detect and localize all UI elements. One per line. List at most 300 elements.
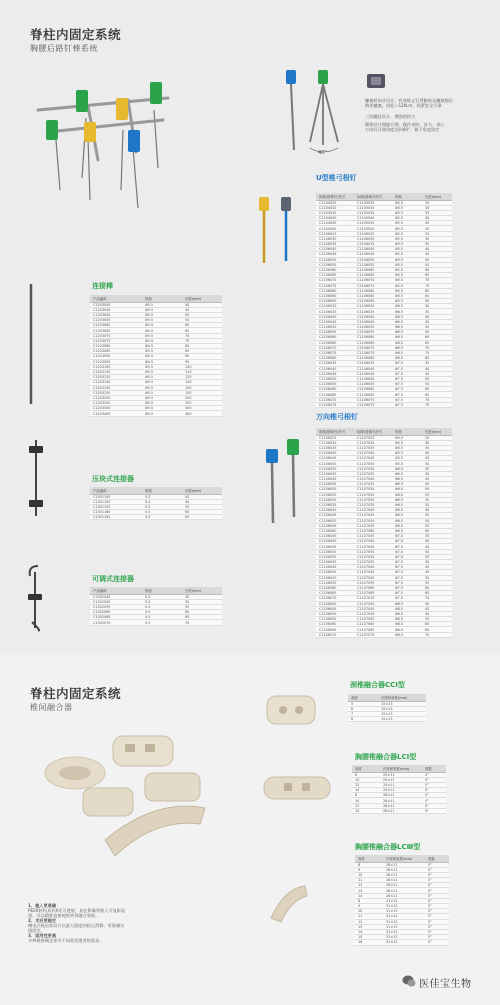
table-cell: 5.5 <box>142 620 182 625</box>
table-cell: 50 <box>182 599 222 604</box>
table-row <box>355 940 449 945</box>
table-cell: C1106090 <box>354 299 392 304</box>
table-cell: Φ7.5 <box>392 382 422 387</box>
lc1-cage-table <box>352 765 446 814</box>
cage-features <box>28 903 128 943</box>
table-cell: Φ6.5 <box>392 350 422 355</box>
table-cell: 28×11 <box>380 798 422 803</box>
table-cell: C1107070 <box>354 632 392 637</box>
table-cell: C1105045 <box>354 221 392 226</box>
table-cell: 50 <box>422 611 452 616</box>
table-cell: C1107040 <box>354 601 392 606</box>
table-cell: C1106035 <box>354 309 392 314</box>
table-cell: 5 <box>348 701 378 706</box>
table-cell: Φ7.5 <box>392 361 422 366</box>
column-header: 规格 <box>392 193 422 200</box>
table-cell: 0° <box>425 883 449 888</box>
table-cell: 0° <box>422 777 446 782</box>
table-cell: 12 <box>355 883 383 888</box>
table-cell: Φ5.5 <box>142 338 182 343</box>
table-cell: Φ5.5 <box>392 445 422 450</box>
table-cell: Φ7.5 <box>392 402 422 407</box>
polyaxial-screw-illustration <box>263 437 308 527</box>
table-cell: 8 <box>348 717 378 722</box>
table-cell: Φ6.0 <box>392 487 422 492</box>
cc-cage-table <box>348 694 426 722</box>
table-cell: C1107050 <box>354 487 392 492</box>
table-cell: 75 <box>422 283 452 288</box>
table-cell: C1106075 <box>354 283 392 288</box>
table-row <box>348 717 426 722</box>
cc_cage-data-table <box>348 694 426 722</box>
table-cell: 90 <box>422 299 452 304</box>
table-cell: C1104050 <box>316 226 354 231</box>
table-cell: 0° <box>425 940 449 945</box>
table-cell: Φ5.5 <box>392 273 422 278</box>
column-header: 高度 <box>348 694 378 701</box>
table-cell: C1104045 <box>316 221 354 226</box>
polyaxial-screw-title: 万向椎弓根钉 <box>316 413 358 421</box>
table-cell: C1106035 <box>316 309 354 314</box>
table-cell: 35 <box>422 309 452 314</box>
table-cell: C1104035 <box>316 210 354 215</box>
table-cell: C1107055 <box>354 580 392 585</box>
column-header: 度数 <box>422 765 446 772</box>
table-cell: 8 <box>352 793 380 798</box>
table-cell: 55 <box>422 523 452 528</box>
table-cell: 60 <box>182 323 222 328</box>
table-cell: 5.5 <box>142 494 182 499</box>
table-cell: Φ6.5 <box>392 518 422 523</box>
table-cell: C1106075 <box>316 402 354 407</box>
table-cell: C1107040 <box>354 477 392 482</box>
table-cell: 0° <box>422 793 446 798</box>
table-cell: 5.5 <box>142 594 182 599</box>
table-cell: Φ8.5 <box>392 606 422 611</box>
table-cell: Φ6.5 <box>392 335 422 340</box>
screw-cap-icon <box>365 72 387 90</box>
column-header: 产品编码 <box>90 487 142 494</box>
polyaxial-screw-table <box>316 428 452 638</box>
u_screw-data-table <box>316 193 452 408</box>
table-cell: C1107030 <box>354 497 392 502</box>
table-cell: 35 <box>422 560 452 565</box>
table-cell: 5.5 <box>142 615 182 620</box>
table-cell: C1203095 <box>90 359 142 364</box>
table-cell: 40 <box>182 302 222 307</box>
table-cell: 50 <box>422 549 452 554</box>
table-cell: 400 <box>182 411 222 416</box>
table-cell: Φ5.5 <box>142 312 182 317</box>
column-header: 长度(mm) <box>182 487 222 494</box>
table-cell: C1203045 <box>90 307 142 312</box>
table-cell: C1106080 <box>354 288 392 293</box>
press_connector-data-table <box>90 487 222 520</box>
table-cell: C1106040 <box>354 314 392 319</box>
table-cell: 0° <box>422 808 446 813</box>
table-cell: C1106030 <box>316 466 354 471</box>
table-cell: Φ7.5 <box>392 596 422 601</box>
table-cell: 40 <box>422 508 452 513</box>
lc1-cage-illustration <box>262 773 332 803</box>
table-cell: Φ5.5 <box>142 369 182 374</box>
table-cell: 0° <box>425 898 449 903</box>
table-cell: C1107035 <box>354 502 392 507</box>
table-cell: 14 <box>352 788 380 793</box>
table-cell: 65 <box>422 340 452 345</box>
feature-item: 梅花螺塞，扭矩＞12N.m，锁紧安全可靠 <box>365 103 442 108</box>
table-cell: Φ5.5 <box>142 354 182 359</box>
table-cell: 31×12 <box>383 935 425 940</box>
table-cell: Φ5.5 <box>392 210 422 215</box>
table-cell: 5.5 <box>142 515 182 520</box>
table-cell: C1106025 <box>354 231 392 236</box>
table-cell: 0° <box>425 929 449 934</box>
polyaxial_screw-data-table <box>316 428 452 638</box>
cage-feature-body: 嵴电式梳齿状设计以最大限度的防止滑移，更准确实现固定。 <box>28 923 125 933</box>
table-cell: 55 <box>422 580 452 585</box>
table-cell: C1107050 <box>354 518 392 523</box>
table-cell: C1106070 <box>316 632 354 637</box>
table-cell: Φ7.5 <box>392 575 422 580</box>
table-cell: C1107040 <box>354 565 392 570</box>
table-cell: C1106050 <box>316 461 354 466</box>
table-cell: 8 <box>355 862 383 867</box>
table-header-row <box>316 193 452 200</box>
column-header: 产品编码 <box>90 587 142 594</box>
table-cell: C1203075 <box>90 338 142 343</box>
table-cell: C1107045 <box>354 482 392 487</box>
table-cell: 10 <box>352 777 380 782</box>
table-cell: Φ6.0 <box>392 477 422 482</box>
table-cell: Φ6.5 <box>392 502 422 507</box>
table-cell: C1106045 <box>316 482 354 487</box>
table-cell: C1203110 <box>90 369 142 374</box>
table-cell: 25 <box>422 435 452 440</box>
table-cell: C1107050 <box>354 575 392 580</box>
table-cell: Φ6.5 <box>392 523 422 528</box>
table-cell: Φ5.5 <box>392 451 422 456</box>
table-cell: C1107030 <box>354 440 392 445</box>
table-cell: C1302070 <box>90 620 142 625</box>
table-cell: C1203130 <box>90 380 142 385</box>
table-cell: C1301145 <box>90 494 142 499</box>
table-cell: C1107050 <box>354 611 392 616</box>
table-cell: 28×11 <box>383 888 425 893</box>
table-cell: Φ6.5 <box>392 330 422 335</box>
table-cell: 65 <box>182 615 222 620</box>
column-header: 规格 <box>142 587 182 594</box>
table-cell: 300 <box>182 406 222 411</box>
table-cell: 60 <box>422 387 452 392</box>
table-cell: C1301165 <box>90 515 142 520</box>
table-cell: 250 <box>182 401 222 406</box>
table-cell: Φ5.5 <box>392 435 422 440</box>
table-cell: 31×12 <box>383 929 425 934</box>
section2-title: 脊柱内固定系统 <box>30 686 122 701</box>
lc3-cage-illustration <box>265 880 310 925</box>
table-cell: Φ7.5 <box>392 376 422 381</box>
table-cell: C1203040 <box>90 302 142 307</box>
table-cell: 14 <box>355 893 383 898</box>
table-cell: C1106045 <box>354 371 392 376</box>
table-cell: Φ7.5 <box>392 580 422 585</box>
table-cell: Φ8.5 <box>392 632 422 637</box>
u-screw-illustration <box>255 195 300 265</box>
table-cell: Φ5.5 <box>392 236 422 241</box>
table-cell: C1107035 <box>354 445 392 450</box>
table-cell: C1203400 <box>90 411 142 416</box>
column-header: 长度和宽度(mm) <box>383 855 425 862</box>
column-header: 长度(mm) <box>422 193 452 200</box>
table-cell: C1107045 <box>354 456 392 461</box>
table-cell: C1106065 <box>354 392 392 397</box>
table-cell: Φ5.5 <box>142 333 182 338</box>
table-cell: C1106055 <box>316 330 354 335</box>
section1-subtitle: 胸腰后路钉棒系统 <box>30 44 98 53</box>
table-cell: C1105030 <box>354 205 392 210</box>
construct-illustration <box>28 70 178 210</box>
table-cell: Φ5.5 <box>392 262 422 267</box>
table-cell: C1106050 <box>316 611 354 616</box>
table-cell: 12 <box>352 782 380 787</box>
table-cell: 60 <box>182 510 222 515</box>
table-cell: C1107045 <box>354 544 392 549</box>
column-header: 长度和宽度(mm) <box>378 694 426 701</box>
table-cell: 14 <box>352 808 380 813</box>
table-cell: Φ7.0 <box>392 554 422 559</box>
table-cell: 5.5 <box>142 499 182 504</box>
table-cell: 95 <box>182 359 222 364</box>
table-cell: 28×11 <box>383 867 425 872</box>
table-cell: 65 <box>422 627 452 632</box>
table-cell: C1106090 <box>316 299 354 304</box>
table-cell: 10 <box>355 872 383 877</box>
lc1-cage-title: 胸腰椎融合器LCⅠ型 <box>355 753 417 761</box>
table-cell: C1106070 <box>316 345 354 350</box>
table-cell: Φ5.5 <box>142 344 182 349</box>
table-cell: Φ6.0 <box>392 471 422 476</box>
table-cell: C1106045 <box>316 544 354 549</box>
table-cell: 0° <box>425 909 449 914</box>
table-cell: Φ5.5 <box>142 380 182 385</box>
table-cell: Φ8.5 <box>392 611 422 616</box>
table-cell: 65 <box>422 273 452 278</box>
table-cell: 90 <box>182 354 222 359</box>
table-cell: 65 <box>182 515 222 520</box>
table-cell: Φ7.5 <box>392 371 422 376</box>
section1-title: 脊柱内固定系统 <box>30 27 122 42</box>
table-cell: C1106050 <box>316 325 354 330</box>
table-cell: 40 <box>422 314 452 319</box>
table-cell: Φ6.5 <box>392 325 422 330</box>
table-cell: C1106025 <box>316 231 354 236</box>
table-cell: Φ5.5 <box>142 375 182 380</box>
table-cell: 50 <box>182 312 222 317</box>
table-cell: Φ8.5 <box>392 617 422 622</box>
watermark: 医佳宝生物 <box>419 979 472 990</box>
table-cell: Φ6.5 <box>392 319 422 324</box>
table-cell: 140 <box>182 385 222 390</box>
table-cell: Φ7.5 <box>392 366 422 371</box>
table-cell: 0° <box>422 803 446 808</box>
table-cell: Φ5.5 <box>142 411 182 416</box>
table-cell: 55 <box>422 382 452 387</box>
table-cell: 28×11 <box>380 803 422 808</box>
table-cell: 5.5 <box>142 504 182 509</box>
table-cell: 25×11 <box>380 788 422 793</box>
table-cell: C1106040 <box>316 366 354 371</box>
table-cell: 35 <box>422 445 452 450</box>
table-cell: C1106030 <box>354 304 392 309</box>
table-cell: C1106050 <box>316 518 354 523</box>
table-cell: C1106060 <box>354 387 392 392</box>
table-cell: C1106075 <box>316 283 354 288</box>
adjustable-connector-table <box>90 587 222 626</box>
table-cell: 10 <box>355 909 383 914</box>
table-cell: 12 <box>355 919 383 924</box>
table-cell: C1106055 <box>316 262 354 267</box>
table-cell: 55 <box>422 617 452 622</box>
table-cell: C1106075 <box>316 350 354 355</box>
table-cell: Φ7.5 <box>392 565 422 570</box>
table-cell: 40 <box>422 247 452 252</box>
table-cell: 30 <box>422 466 452 471</box>
table-cell: 5.5 <box>142 604 182 609</box>
table-cell: Φ7.5 <box>392 397 422 402</box>
table-row <box>316 632 452 637</box>
press-connector-illustration <box>26 438 46 518</box>
table-cell: C1106035 <box>316 471 354 476</box>
table-cell: Φ5.5 <box>392 299 422 304</box>
table-cell: Φ6.5 <box>392 340 422 345</box>
table-cell: Φ7.5 <box>392 570 422 575</box>
table-cell: C1106040 <box>316 451 354 456</box>
table-cell: C1106040 <box>316 565 354 570</box>
table-cell: C1106060 <box>316 528 354 533</box>
table-cell: 130 <box>182 380 222 385</box>
table-cell: C1107045 <box>354 570 392 575</box>
column-header: 高度 <box>355 855 383 862</box>
table-cell: C1104025 <box>316 200 354 205</box>
table-cell: C1106065 <box>354 340 392 345</box>
table-cell: Φ5.5 <box>392 226 422 231</box>
table-cell: 0° <box>422 772 446 777</box>
table-cell: C1301155 <box>90 504 142 509</box>
table-cell: C1106075 <box>354 402 392 407</box>
table-cell: 31×12 <box>383 940 425 945</box>
table-cell: 60 <box>182 610 222 615</box>
table-cell: 25×11 <box>380 782 422 787</box>
table-cell: 45 <box>422 221 452 226</box>
table-cell: 15×13 <box>378 711 426 716</box>
rod-illustration <box>25 282 37 407</box>
table-cell: 45 <box>422 456 452 461</box>
press-connector-title: 压块式连接器 <box>92 475 134 483</box>
table-cell: C1106050 <box>316 549 354 554</box>
table-header-row <box>352 765 446 772</box>
table-cell: C1106045 <box>354 252 392 257</box>
table-cell: C1106040 <box>316 477 354 482</box>
table-cell: C1106050 <box>316 376 354 381</box>
table-cell: 75 <box>422 402 452 407</box>
table-cell: 70 <box>422 632 452 637</box>
column-header: 标牌/国械号货号 <box>354 428 392 435</box>
column-header: 标牌/国械号货号 <box>354 193 392 200</box>
table-cell: 40 <box>422 539 452 544</box>
table-cell: Φ5.5 <box>392 200 422 205</box>
table-cell: Φ6.0 <box>392 482 422 487</box>
table-cell: Φ8.5 <box>392 622 422 627</box>
table-cell: C1106035 <box>316 534 354 539</box>
column-header: 规格 <box>142 295 182 302</box>
table-cell: C1106045 <box>316 456 354 461</box>
adjustable_connector-data-table <box>90 587 222 626</box>
table-cell: Φ6.5 <box>392 528 422 533</box>
table-cell: C1107055 <box>354 523 392 528</box>
table-cell: Φ5.5 <box>392 456 422 461</box>
column-header: 国械/国械号/货号 <box>316 193 354 200</box>
table-cell: 60 <box>422 528 452 533</box>
table-cell: C1106055 <box>316 554 354 559</box>
table-cell: 31×12 <box>383 904 425 909</box>
column-header: 度数 <box>425 855 449 862</box>
table-cell: 75 <box>182 338 222 343</box>
table-cell: C1106040 <box>316 247 354 252</box>
table-cell: Φ7.5 <box>392 585 422 590</box>
table-cell: 40 <box>422 366 452 371</box>
table-cell: C1106085 <box>354 293 392 298</box>
table-cell: Φ5.5 <box>392 242 422 247</box>
table-cell: C1106040 <box>316 601 354 606</box>
table-cell: 8 <box>352 772 380 777</box>
table-cell: 120 <box>182 375 222 380</box>
column-header: 长度和宽度(mm) <box>380 765 422 772</box>
table-cell: C1302050 <box>90 599 142 604</box>
cage-feature-head: 3、适用性更高 <box>28 933 57 938</box>
table-cell: C1107040 <box>354 539 392 544</box>
table-cell: C1105025 <box>354 200 392 205</box>
table-cell: 65 <box>422 591 452 596</box>
table-cell: C1302060 <box>90 610 142 615</box>
table-cell: C1106030 <box>316 440 354 445</box>
table-cell: Φ5.5 <box>392 283 422 288</box>
table-cell: C1107055 <box>354 492 392 497</box>
table-cell: Φ8.5 <box>392 627 422 632</box>
table-row <box>90 515 222 520</box>
table-cell: 30 <box>422 205 452 210</box>
table-cell: 50 <box>422 257 452 262</box>
table-cell: 30 <box>422 236 452 241</box>
table-cell: 30 <box>422 440 452 445</box>
table-cell: C1106060 <box>354 335 392 340</box>
table-cell: 45 <box>422 570 452 575</box>
table-cell: C1106070 <box>316 397 354 402</box>
table-cell: Φ5.5 <box>392 205 422 210</box>
table-cell: 8 <box>355 898 383 903</box>
column-header: 规格 <box>392 428 422 435</box>
table-cell: C1106070 <box>316 596 354 601</box>
table-cell: 0° <box>425 919 449 924</box>
angle-label: 40° <box>318 150 327 156</box>
table-cell: 70 <box>422 397 452 402</box>
table-cell: C1106050 <box>316 575 354 580</box>
cage-feature-body: PEEK材料具有X光可透射，易在影像等植入可显影显现，可以精准直接观察到骨融合效果。 <box>28 908 126 918</box>
table-cell: C1107055 <box>354 554 392 559</box>
table-cell: C1107035 <box>354 471 392 476</box>
table-cell: 70 <box>182 620 222 625</box>
table-cell: C1105040 <box>354 216 392 221</box>
